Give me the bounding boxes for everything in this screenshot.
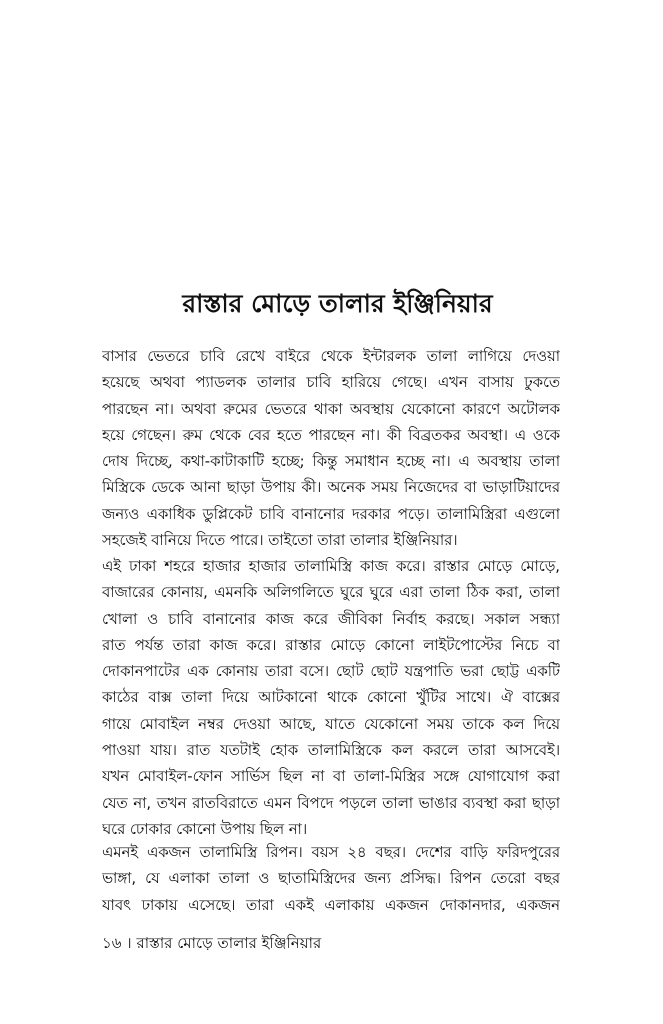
- text-line: গায়ে মোবাইল নম্বর দেওয়া আছে, যাতে যেকোনো সময় তাকে কল দিয়ে: [102, 715, 560, 733]
- paragraph-1: [102, 344, 560, 554]
- text-line: সহজেই বানিয়ে দিতে পারে। তাইতো তারা তালার ইঞ্জিনিয়ার।: [102, 532, 458, 550]
- text-line: দোষ দিচ্ছে, কথা-কাটাকাটি হচ্ছে; কিন্তু সমাধান হচ্ছে না। এ অবস্থায় তালা: [102, 453, 560, 471]
- text-line: হয়ে গেছেন। রুম থেকে বের হতে পারছেন না। কী বিব্রতকর অবস্থা। এ ওকে: [102, 426, 560, 444]
- text-line: দোকানপাটের এক কোনায় তারা বসে। ছোট ছোট যন্ত্রপাতি ভরা ছোট্ট একটি: [102, 663, 560, 681]
- text-line: কাঠের বাক্স তালা দিয়ে আটকানো থাকে কোনো খুঁটির সাথে। ঐ বাক্সের: [102, 689, 560, 707]
- text-line: হয়েছে অথবা প্যাডলক তালার চাবি হারিয়ে গেছে। এখন বাসায় ঢুকতে: [102, 374, 560, 392]
- text-line: বাজারের কোনায়, এমনকি অলিগলিতে ঘুরে ঘুরে এরা তালা ঠিক করা, তালা: [102, 584, 560, 602]
- page-number: ১৬: [102, 934, 122, 952]
- text-line: মিস্ত্রিকে ডেকে আনা ছাড়া উপায় কী। অনেক সময় নিজেদের বা ভাড়াটিয়াদের: [102, 479, 560, 497]
- text-line: যাবৎ ঢাকায় এসেছে। তারা একই এলাকায় একজন দোকানদার, একজন: [102, 896, 560, 914]
- text-line: যখন মোবাইল-ফোন সার্ভিস ছিল না বা তালা-মিস্ত্রির সঙ্গে যোগাযোগ করা: [102, 768, 560, 786]
- text-line: এমনই একজন তালামিস্ত্রি রিপন। বয়স ২৪ বছর। দেশের বাড়ি ফরিদপুরের: [102, 844, 560, 861]
- paragraph-3: [102, 840, 560, 919]
- text-line: বাসার ভেতরে চাবি রেখে বাইরে থেকে ইন্টারলক তালা লাগিয়ে দেওয়া: [102, 348, 560, 365]
- text-line: এই ঢাকা শহরে হাজার হাজার তালামিস্ত্রি কাজ করে। রাস্তার মোড়ে মোড়ে,: [102, 558, 560, 575]
- text-line: ঘরে ঢোকার কোনো উপায় ছিল না।: [102, 820, 308, 838]
- text-line: জন্যও একাধিক ডুপ্লিকেট চাবি বানানোর দরকার পড়ে। তালামিস্ত্রিরা এগুলো: [102, 505, 560, 523]
- footer-separator: ।: [126, 934, 132, 952]
- chapter-title: রাস্তার মোড়ে তালার ইঞ্জিনিয়ার: [182, 289, 493, 318]
- text-line: খোলা ও চাবি বানানোর কাজ করে জীবিকা নির্বাহ করছে। সকাল সন্ধ্যা: [102, 610, 560, 628]
- text-line: যেত না, তখন রাতবিরাতে এমন বিপদে পড়লে তালা ভাঙার ব্যবস্থা করা ছাড়া: [102, 794, 560, 812]
- paragraph-2: [102, 554, 560, 843]
- running-title: রাস্তার মোড়ে তালার ইঞ্জিনিয়ার: [136, 934, 322, 952]
- text-line: পাওয়া যায়। রাত যতটাই হোক তালামিস্ত্রিকে কল করলে তারা আসবেই।: [102, 742, 560, 760]
- page-footer: [102, 932, 321, 954]
- text-line: পারছেন না। অথবা রুমের ভেতরে থাকা অবস্থায় যেকোনো কারণে অটোলক: [102, 400, 560, 418]
- text-line: ভাঙ্গা, যে এলাকা তালা ও ছাতামিস্ত্রিদের জন্য প্রসিদ্ধ। রিপন তেরো বছর: [102, 870, 560, 888]
- text-line: রাত পর্যন্ত তারা কাজ করে। রাস্তার মোড়ে কোনো লাইটপোস্টের নিচে বা: [102, 636, 560, 654]
